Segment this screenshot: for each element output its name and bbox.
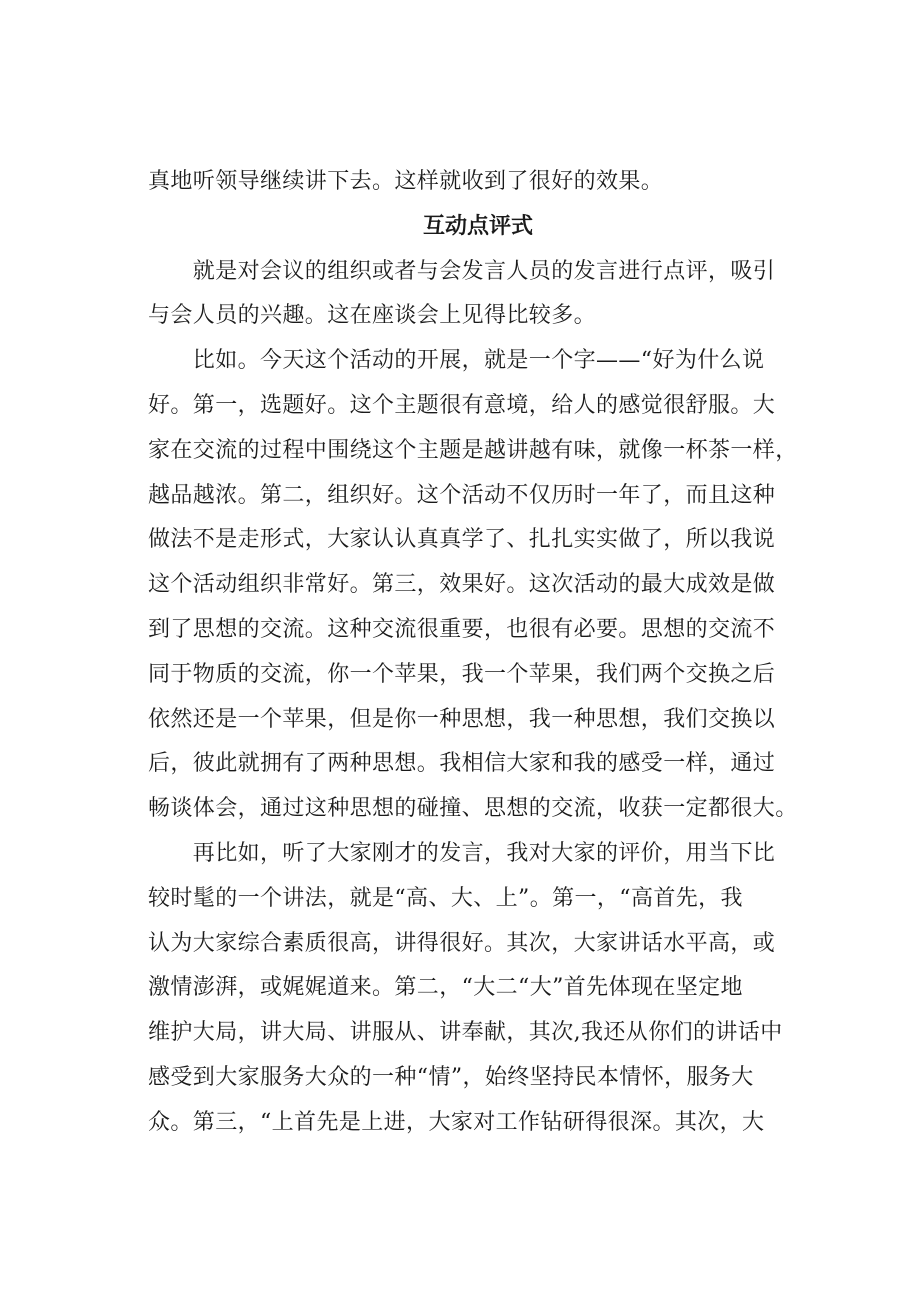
text-line: 越品越浓。第二，组织好。这个活动不仅历时一年了，而且这种 (148, 482, 776, 508)
text-line: 家在交流的过程中围绕这个主题是越讲越有味，就像一杯茶一样， (148, 437, 798, 463)
section-heading: 互动点评式 (422, 213, 533, 239)
text-line: 后，彼此就拥有了两种思想。我相信大家和我的感受一样，通过 (148, 751, 776, 777)
paragraph-intro (148, 250, 808, 340)
text-line: 做法不是走形式，大家认认真真学了、扎扎实实做了，所以我说 (148, 527, 776, 553)
text-line: 众。第三，“上首先是上进，大家对工作钻研得很深。其次，大 (148, 1109, 765, 1135)
text-line: 这个活动组织非常好。第三，效果好。这次活动的最大成效是做 (148, 572, 776, 598)
text-line: 认为大家综合素质很高，讲得很好。其次，大家讲话水平高，或 (148, 930, 776, 956)
text-line: 维护大局，讲大局、讲服从、讲奉献，其次,我还从你们的讲话中 (148, 1020, 783, 1046)
text-line: 激情澎湃，或娓娓道来。第二，“大二“大”首先体现在坚定地 (148, 975, 743, 1001)
text-line: 同于物质的交流，你一个苹果，我一个苹果，我们两个交换之后 (148, 661, 776, 687)
paragraph-example-two (148, 832, 808, 1146)
document-body (148, 160, 808, 1146)
text-line: 较时髦的一个讲法，就是“高、大、上”。第一，“高首先，我 (148, 885, 743, 911)
text-line: 就是对会议的组织或者与会发言人员的发言进行点评，吸引 (148, 258, 776, 284)
text-line: 与会人员的兴趣。这在座谈会上见得比较多。 (148, 303, 597, 329)
text-line: 到了思想的交流。这种交流很重要，也很有必要。思想的交流不 (148, 616, 776, 642)
text-line: 比如。今天这个活动的开展，就是一个字——“好为什么说 (148, 348, 765, 374)
text-line: 依然还是一个苹果，但是你一种思想，我一种思想，我们交换以 (148, 706, 776, 732)
text-line: 畅谈体会，通过这种思想的碰撞、思想的交流，收获一定都很大。 (148, 796, 798, 822)
paragraph-example-one (148, 339, 808, 832)
text-line: 再比如，听了大家刚才的发言，我对大家的评价，用当下比 (148, 840, 776, 866)
continuation-line: 真地听领导继续讲下去。这样就收到了很好的效果。 (148, 169, 664, 194)
text-line: 感受到大家服务大众的一种“情”，始终坚持民本情怀，服务大 (148, 1064, 754, 1090)
text-line: 好。第一，选题好。这个主题很有意境，给人的感觉很舒服。大 (148, 392, 776, 418)
